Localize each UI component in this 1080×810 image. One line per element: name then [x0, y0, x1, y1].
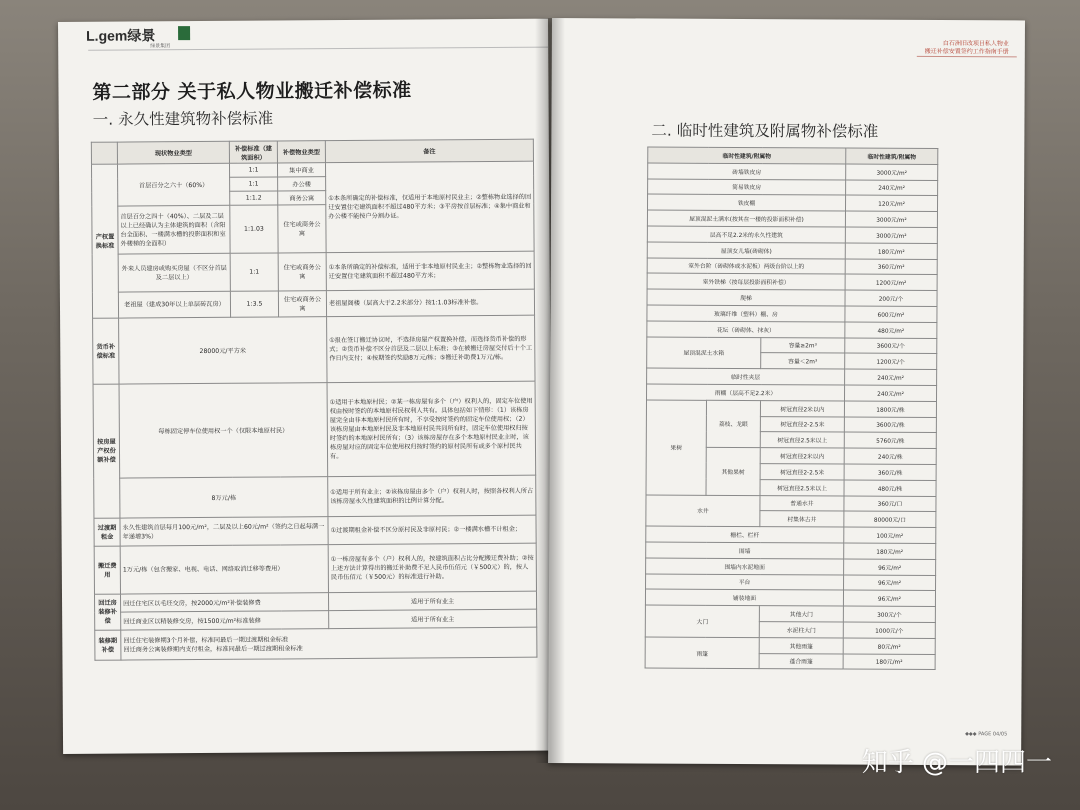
table-cell: 临时性夹层	[647, 368, 845, 385]
header-cell: 临时性建筑/附属物	[846, 148, 938, 164]
table-cell: 480元/株	[844, 480, 936, 496]
table-cell: 容量＜2m³	[761, 353, 845, 369]
table-cell: 栅栏、栏杆	[646, 526, 844, 543]
table-cell: 其他大门	[759, 606, 843, 622]
section-label: 货币补偿标准	[93, 318, 119, 384]
section-subtitle: 二. 临时性建筑及附属物补偿标准	[651, 121, 879, 141]
table-row	[92, 289, 534, 318]
table-cell: 8万元/栋	[120, 477, 328, 518]
table-cell: 室外铁梯（按每层投影面积补偿）	[647, 273, 845, 290]
table-cell: 240元/株	[844, 448, 936, 464]
table-row	[93, 315, 535, 384]
header-cell: 现状物业类型	[117, 141, 229, 164]
section-label: 回迁房装修补偿	[94, 594, 120, 630]
table-cell: 1200元/m²	[845, 274, 937, 290]
table-row	[647, 337, 937, 354]
table-cell: 住宅或商务公寓	[278, 253, 326, 291]
table-cell: 玻璃纤维（塑料）棚、房	[647, 305, 845, 322]
table-row	[648, 163, 938, 180]
watermark: 知乎 @一四四一	[861, 748, 1052, 778]
table-cell: 3000元/m²	[845, 227, 937, 243]
table-cell: 3000元/m²	[845, 211, 937, 227]
table-cell: 240元/m²	[846, 180, 938, 196]
table-cell: 室外台阶（砖砌体或水泥板）两级台阶以上的	[647, 258, 845, 275]
table-cell: 树冠直径2.5米以上	[760, 432, 844, 448]
table-row	[91, 161, 533, 178]
section-label: 按房屋产权份额补偿	[93, 384, 120, 518]
table-cell: 围墙	[646, 542, 844, 559]
table-cell: 水井	[646, 495, 760, 527]
header-cell: 补偿物业类型	[277, 141, 325, 163]
table-row	[647, 242, 937, 259]
table-body	[645, 526, 935, 607]
header-divider	[917, 56, 1017, 58]
table-cell: ①适用于本地原村民；②某一栋房屋有多个（户）权利人的，固定车位使用权由按时签约的本地原村民权利人共有。具体包括如下情形：（1）该栋房屋完全由非本地原村民所有时，不享受按时签约的固定车位使用权；（2）该栋房屋由本地原村民及非本地原村民共同所有时，固定车位使用权归按时签约的本地原村民所有；（3）该栋房屋存在多个本地原村民业主时，该栋房屋对应的固定车位使用权归按时签约的原村民所有或多个原村民共有。	[327, 381, 536, 476]
table-cell: 360元/m²	[845, 259, 937, 275]
page-footer: ◆◆◆ PAGE 04/05	[965, 731, 1008, 738]
table-cell: 普通水井	[760, 495, 844, 511]
table-cell: ①一栋房屋有多个（户）权利人的，按建筑面积占比分配搬迁费补助；②按上述方法计算得出的搬迁补助费不足人民币伍佰元（￥500元）的，按人民币伍佰元（￥500元）的标准进行补助。	[328, 543, 536, 592]
header-notes	[925, 40, 1009, 56]
table-cell: 容量≥2m³	[761, 337, 845, 353]
table-row	[648, 179, 938, 196]
table-cell: 集中商业	[277, 163, 325, 177]
table-cell: 砖墙铁皮房	[648, 163, 846, 180]
table-cell: 村集体古井	[760, 511, 844, 527]
table-cell: 层高不足2.2米的永久性建筑	[647, 226, 845, 243]
table-header-row	[648, 147, 938, 164]
table-cell: 首层百分之四十（40%）、二层及二层以上已经确认为主体建筑的面积（含阳台全面积、一楼满水槽的投影面积和室外楼梯的全面积）	[118, 205, 230, 254]
table-cell: 花坛（砖砌体、抹灰）	[647, 321, 845, 338]
table-cell: 适用于所有业主	[328, 591, 536, 610]
table-cell: 200元/个	[845, 290, 937, 306]
table-cell: 简易铁皮房	[648, 179, 846, 196]
table-cell: 180元/m²	[844, 543, 936, 559]
table-cell: 老祖屋（建成30年以上单层砖瓦房）	[118, 291, 230, 318]
table-cell: 3600元/株	[844, 417, 936, 433]
table-row	[92, 251, 534, 292]
table-cell: 360元/株	[844, 464, 936, 480]
table-row	[645, 589, 935, 606]
table-cell: 每栋固定停车位使用权一个（仅限本地原村民）	[119, 383, 328, 478]
table-cell: ①适用于所有业主；②该栋房屋由多个（户）权利人时，按照各权利人所占该栋房屋永久性建筑面积的比例计算分配。	[328, 475, 536, 516]
right-page	[548, 18, 1025, 765]
table-cell: 果树	[646, 400, 706, 495]
table-row	[646, 542, 936, 559]
table-cell: 3600元/个	[845, 338, 937, 354]
table-cell: 1万元/栋（包含搬家、电视、电话、网络取消迁移等费用）	[120, 545, 328, 594]
table-cell: 96元/m²	[844, 559, 936, 575]
table-cell: 100元/m²	[844, 527, 936, 543]
table-row	[647, 273, 937, 290]
table-cell: 树冠直径2米以内	[760, 400, 844, 416]
table-row	[646, 558, 936, 575]
table-row	[647, 258, 937, 275]
table-cell: 1:1	[230, 177, 278, 191]
table-cell: 1000元/个	[843, 622, 935, 638]
table-cell: 96元/m²	[844, 575, 936, 591]
brand-mark-icon	[178, 26, 190, 40]
table-cell: 树冠直径2-2.5米	[760, 416, 844, 432]
table-header-row	[91, 139, 533, 164]
left-page	[58, 19, 553, 754]
table-cell: 1200元/个	[845, 353, 937, 369]
header-cell: 备注	[325, 139, 533, 162]
table-cell: ①报在签订搬迁协议时，不选择房屋产权置换补偿，而选择货币补偿的形式；②货币补偿不区分首层及二层以上标准；③在被搬迁房屋交付后十个工作日内支付；④按期签约奖励8万元/栋；⑤搬迁补助费1万元/栋。	[327, 315, 535, 382]
table-row	[95, 627, 537, 660]
table-row	[647, 194, 937, 211]
table-cell: 1800元/株	[844, 401, 936, 417]
table-row	[94, 515, 536, 546]
table-cell: 荔枝、龙眼	[706, 400, 760, 448]
table-cell: 其他果树	[706, 447, 760, 495]
table-cell: 办公楼	[278, 177, 326, 191]
table-cell: 平台	[646, 574, 844, 591]
table-row	[647, 226, 937, 243]
table-cell: 180元/m²	[845, 243, 937, 259]
header-note-line: 搬迁补偿安置签约工作指南手册	[924, 47, 1009, 56]
table-cell: 树冠直径2.5米以上	[760, 479, 844, 495]
table-cell: 360元/口	[844, 496, 936, 512]
table-row	[646, 574, 936, 591]
table-cell: 28000元/平方米	[119, 317, 327, 384]
table-cell: ①本条所确定的补偿标准，仅适用于本地原村民业主；②整栋物业选择的回迁安置住宅建筑面积不超过480平方米；③平房按首层标准；④集中商业和办公楼不能按户分割办证。	[325, 161, 534, 252]
page-title: 第二部分 关于私人物业搬迁补偿标准	[92, 79, 412, 104]
table-cell: 蓬合雨篷	[759, 653, 843, 669]
table-cell: 回迁商业区以精装修交房，按1500元/m²标准装修	[121, 611, 329, 630]
table-cell: 180元/m²	[843, 654, 935, 670]
table-cell: 300元/个	[843, 606, 935, 622]
table-row	[645, 637, 935, 654]
temporary-building-table	[645, 147, 939, 671]
table-cell: 雨篷	[645, 637, 759, 669]
permanent-building-table	[91, 139, 538, 661]
table-cell: 铺装地面	[645, 589, 843, 606]
section-subtitle: 一. 永久性建筑物补偿标准	[92, 109, 274, 129]
table-row	[647, 321, 937, 338]
table-cell	[121, 627, 537, 660]
header-cell: 临时性建筑/附属物	[648, 147, 846, 164]
table-cell: 回迁住宅区以毛坯交房，按2000元/m²补偿装修费	[120, 593, 328, 612]
table-cell: ①过渡期租金补偿不区分原村民及非原村民；②一楼满水槽不计租金；	[328, 515, 536, 544]
table-cell: 围墙内水泥地面	[646, 558, 844, 575]
table-cell: 240元/m²	[845, 369, 937, 385]
header-note-line: 白石洲旧改项目私人物业	[942, 40, 1009, 48]
table-cell: 480元/m²	[845, 322, 937, 338]
brand-logo: L.gem绿景	[86, 27, 156, 44]
table-cell: 1:1	[230, 253, 278, 291]
table-cell: 首层百分之六十（60%）	[117, 163, 229, 206]
brand-logo-sub: 绿景集团	[150, 43, 171, 50]
header-cell: 补偿标准（建筑面积）	[229, 141, 277, 163]
table-row	[647, 368, 937, 385]
section-label: 装修期补偿	[95, 630, 121, 660]
table-cell: 铁皮棚	[647, 194, 845, 211]
section-label: 过渡期租金	[94, 518, 120, 546]
table-body	[647, 163, 938, 338]
table-row	[646, 495, 936, 512]
table-cell: 老祖屋阁楼（层高大于2.2米部分）按1:1.03标准补偿。	[326, 289, 534, 316]
table-cell: 水泥柱大门	[759, 622, 843, 638]
table-cell: 96元/m²	[843, 590, 935, 606]
table-cell: 大门	[645, 605, 759, 637]
table-row	[647, 289, 937, 306]
table-row	[647, 210, 937, 227]
table-cell: 240元/m²	[845, 385, 937, 401]
table-cell: 爬梯	[647, 289, 845, 306]
table-cell: 1:1.03	[230, 205, 278, 253]
table-cell: 3000元/m²	[846, 164, 938, 180]
table-row	[647, 384, 937, 401]
cell-line: 回迁住宅装修期3个月补偿，标准同最后一期过渡期租金标准	[123, 635, 289, 645]
table-row	[645, 605, 935, 622]
section-label: 搬迁费用	[94, 546, 120, 594]
table-cell: 1:3.5	[230, 291, 278, 317]
table-row	[94, 543, 536, 594]
table-row	[93, 381, 536, 478]
table-cell: 适用于所有业主	[329, 609, 537, 628]
table-cell: 雨棚（层高不足2.2米）	[647, 384, 845, 401]
cell-line: 回迁商务公寓装修期内支付租金，标准同最后一期过渡期租金标准	[123, 644, 303, 654]
table-cell: 120元/m²	[846, 195, 938, 211]
table-cell: 80000元/口	[844, 511, 936, 527]
table-cell: 树冠直径2-2.5米	[760, 464, 844, 480]
table-row	[94, 475, 536, 518]
table-row	[646, 400, 936, 417]
table-cell: 5760元/株	[844, 432, 936, 448]
table-cell: 屋顶女儿墙(砖砌体)	[647, 242, 845, 259]
table-cell: 1:1.2	[230, 191, 278, 205]
table-cell: 80元/m²	[843, 638, 935, 654]
table-cell: 商务公寓	[278, 191, 326, 205]
table-cell: 屋顶混泥土水箱	[647, 337, 761, 369]
book-gutter-shadow	[535, 18, 565, 763]
table-cell: 外来人员建房或购买房屋（不区分首层及二层以上）	[118, 253, 230, 292]
table-cell: 1:1	[229, 163, 277, 177]
table-cell: 其他雨篷	[759, 637, 843, 653]
table-cell: 树冠直径2米以内	[760, 448, 844, 464]
table-cell: 住宅或商务公寓	[278, 205, 326, 253]
table-row	[647, 305, 937, 322]
table-cell: 永久性建筑首层每月100元/m²，二层及以上60元/m²（签约之日起每满一年递增3%）	[120, 517, 328, 546]
table-cell: 住宅或商务公寓	[278, 291, 326, 317]
table-cell: 600元/m²	[845, 306, 937, 322]
section-label: 产权置换标准	[91, 164, 118, 318]
table-cell: ①本条所确定的补偿标准，适用于非本地原村民业主；②整栋物业选择的回迁安置住宅建筑面积不超过480平方米；	[326, 251, 534, 290]
table-cell: 屋顶混泥土满水(按其在一楼的投影面积补偿)	[647, 210, 845, 227]
table-row	[646, 526, 936, 543]
